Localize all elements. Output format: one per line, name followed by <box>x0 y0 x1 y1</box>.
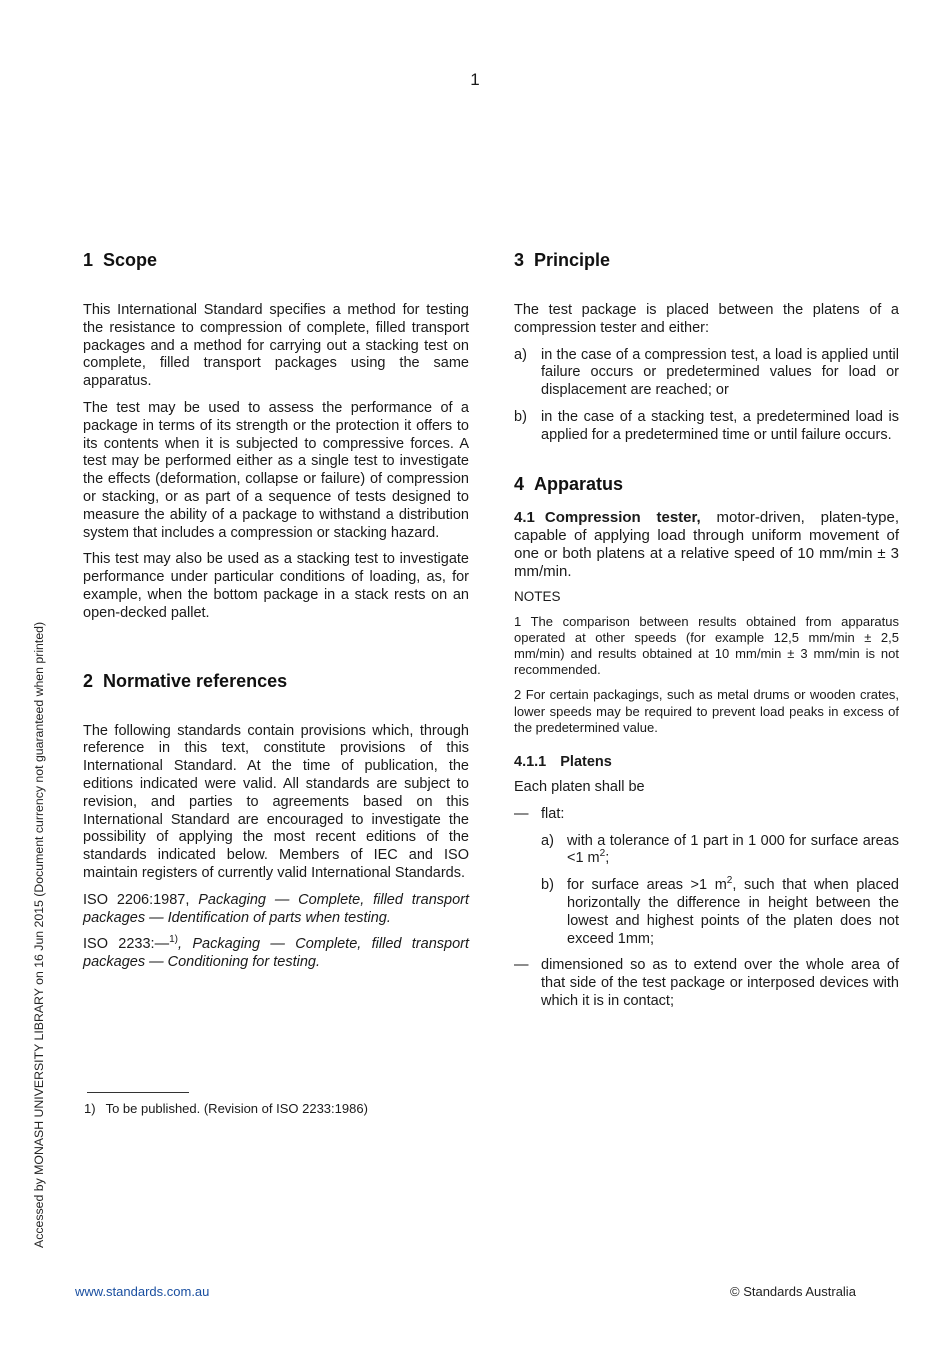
access-side-note: Accessed by MONASH UNIVERSITY LIBRARY on 16 Jun 2015 (Document currency not guaranteed when printed) <box>32 621 46 1248</box>
clause-number: 4.1 <box>514 508 535 526</box>
list-label: — <box>514 957 529 974</box>
section-title: Apparatus <box>534 473 624 494</box>
reference-title: Packaging — Complete, filled transport packages — Identification of parts when testing. <box>83 891 470 926</box>
left-column <box>83 250 469 972</box>
section-number: 1 <box>83 250 94 270</box>
clause-4-1 <box>514 509 899 581</box>
sub-list-item <box>514 877 899 948</box>
clause-title: Compression tester, <box>544 508 701 526</box>
right-column <box>514 250 899 1011</box>
list-text: dimensioned so as to extend over the whole area of that side of the test package or interposed devices with which it is in contact; <box>541 957 899 1009</box>
section-number: 3 <box>514 250 525 270</box>
list-text: in the case of a stacking test, a predetermined load is applied for a predetermined time or until failure occurs. <box>541 408 899 443</box>
page-number: 1 <box>470 70 480 89</box>
section-number: 2 <box>83 670 94 691</box>
note: 1 The comparison between results obtained from apparatus operated at other speeds (for example 12,5 mm/min ± 2,5 mm/min) and results obtained at 10 mm/min ± 3 mm/min is not recommended. <box>514 613 899 678</box>
reference-code: ISO 2233:— <box>83 936 170 953</box>
scope-paragraph: The test may be used to assess the performance of a package in terms of its strength or the protection it offers to its contents when it is subjected to compressive forces. A test may be performed either as a single test to investigate the effects (deformation, collapse or failure) of compression or stacking, or as part of a sequence of tests designed to measure the ability of a package to withstand a distribution system that includes a compression or stacking hazard. <box>83 399 469 541</box>
notes-label: NOTES <box>514 588 561 604</box>
platen-intro: Each platen shall be <box>514 779 645 795</box>
list-label: a) <box>541 832 554 849</box>
section-title: Principle <box>534 250 611 270</box>
note: 2 For certain packagings, such as metal drums or wooden crates, lower speeds may be required to prevent load peaks in excess of the predetermined value. <box>514 687 899 735</box>
list-text: in the case of a compression test, a load is applied until failure occurs or predetermined values for load or displacement are reached; or <box>541 346 899 399</box>
list-item <box>514 347 899 400</box>
list-item <box>514 409 899 445</box>
scope-paragraph: This International Standard specifies a method for testing the resistance to compression of complete, filled transport packages and a method for carrying out a stacking test on complete, filled transport packages using the same apparatus. <box>83 302 469 390</box>
section-principle-heading <box>514 250 899 271</box>
reference-item <box>83 892 469 928</box>
list-text: with a tolerance of 1 part in 1 000 for surface areas <1 $m^2$; <box>567 832 899 867</box>
section-title: Normative references <box>103 670 288 691</box>
section-normative-heading <box>83 671 469 692</box>
list-label: a) <box>514 346 527 363</box>
subclause-number: 4.1.1 <box>514 754 547 770</box>
subclause-heading <box>514 754 899 770</box>
scope-paragraph: This test may also be used as a stacking test to investigate performance under particular conditions of loading, as, for example, when the bottom package in a stack rests on an open-decked pallet. <box>83 551 469 621</box>
footnote-text: To be published. (Revision of ISO 2233:1986) <box>105 1101 368 1116</box>
reference-code: ISO 2206:1987, <box>83 891 190 908</box>
section-apparatus-heading <box>514 474 899 495</box>
reference-title: , Packaging — Complete, filled transport packages — Conditioning for testing. <box>83 936 469 971</box>
principle-intro: The test package is placed between the platens of a compression tester and either: <box>514 302 899 336</box>
section-scope-heading <box>83 250 469 271</box>
list-text: flat: <box>541 805 565 822</box>
section-number: 4 <box>514 473 525 494</box>
footer-url-link[interactable]: www.standards.com.au <box>75 1284 210 1299</box>
section-title: Scope <box>103 250 158 270</box>
footnote-number: 1) <box>84 1101 96 1116</box>
list-label: b) <box>514 408 527 425</box>
list-text: for surface areas >1 $m^2$, such that when placed horizontally the difference in height between the lowest and highest points of the platen does not exceed 1mm; <box>567 875 899 947</box>
normative-intro: The following standards contain provisions which, through reference in this text, constitute provisions of this International Standard. At the time of publication, the editions indicated were valid. All standards are subject to revision, and parties to agreements based on this International Standard are encouraged to investigate the possibility of applying the most recent editions of the standards indicated below. Members of IEC and ISO maintain registers of currently valid International Standards. <box>83 722 469 881</box>
list-item <box>514 957 899 1010</box>
list-label: b) <box>541 877 554 894</box>
clause-text: motor-driven, platen-type, capable of applying load through uniform movement of one or both platens at a relative speed of 10 mm/min ± 3 mm/min. <box>514 508 900 580</box>
footnote-marker: 1) <box>169 934 178 946</box>
footer-copyright: © Standards Australia <box>730 1284 856 1299</box>
sub-list-item <box>514 833 899 869</box>
footnote <box>84 1101 368 1116</box>
list-item <box>514 806 899 824</box>
subclause-title: Platens <box>560 754 612 770</box>
footnote-divider <box>87 1092 189 1093</box>
list-label: — <box>514 805 529 822</box>
reference-item <box>83 936 469 972</box>
